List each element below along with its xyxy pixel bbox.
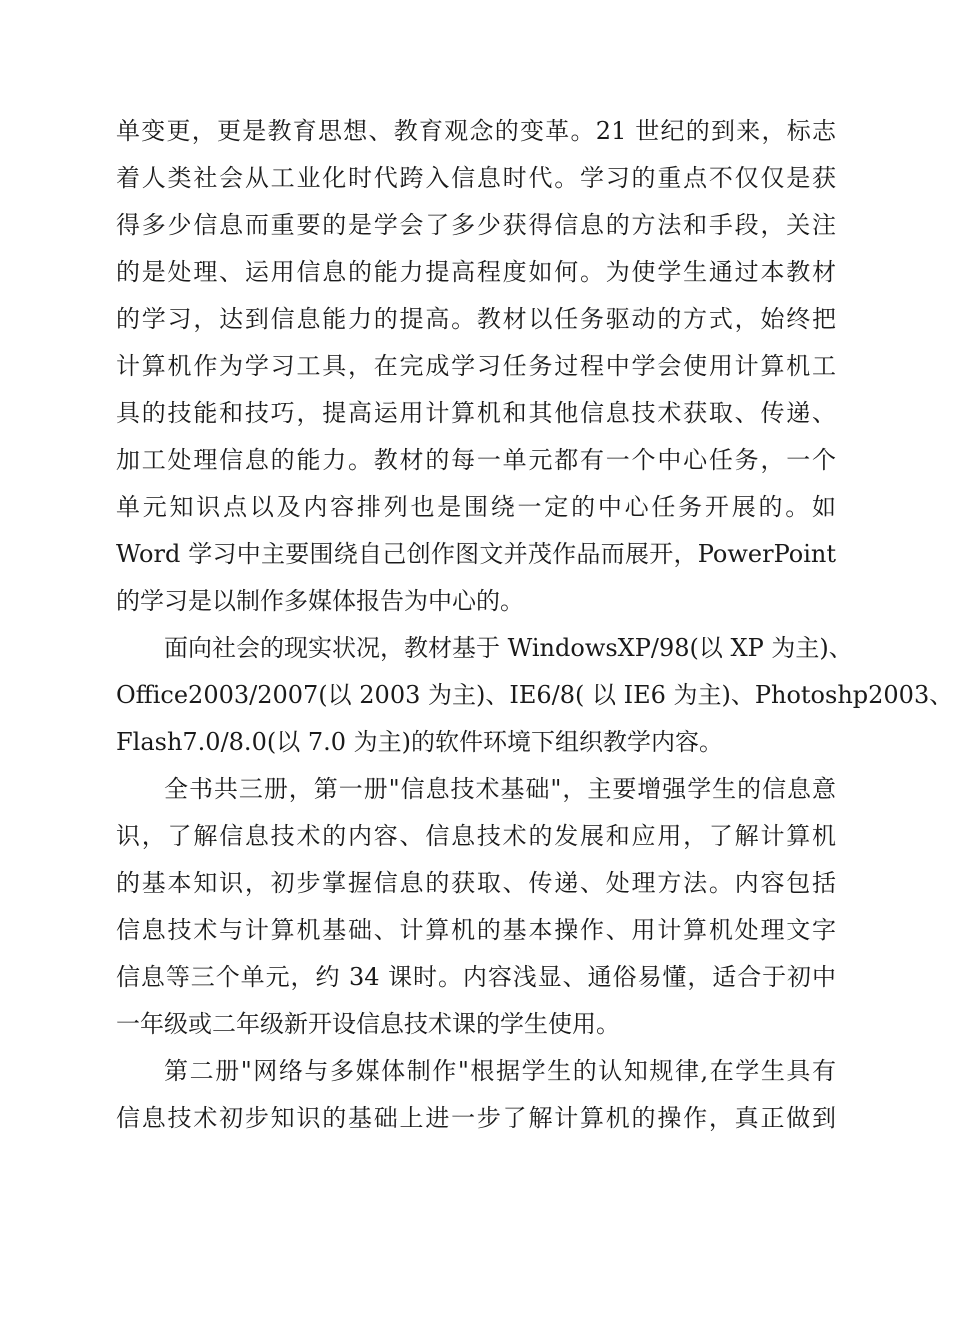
text-line: 面向社会的现实状况，教材基于 WindowsXP/98(以 XP 为主)、 (164, 634, 853, 662)
text-line: 的是处理、运用信息的能力提高程度如何。为使学生通过本教材 (116, 258, 836, 286)
text-line: 全书共三册，第一册"信息技术基础"，主要增强学生的信息意 (164, 775, 836, 803)
text-line: 一年级或二年级新开设信息技术课的学生使用。 (116, 1010, 620, 1038)
text-line: Flash7.0/8.0(以 7.0 为主)的软件环境下组织教学内容。 (116, 728, 723, 756)
paragraph-4 (116, 1048, 836, 1142)
paragraph-2 (116, 625, 953, 766)
paragraph-3 (116, 766, 836, 1048)
text-line: 的学习，达到信息能力的提高。教材以任务驱动的方式，始终把 (116, 305, 836, 333)
text-line: 识，了解信息技术的内容、信息技术的发展和应用，了解计算机 (116, 822, 836, 850)
text-line: 单元知识点以及内容排列也是围绕一定的中心任务开展的。如 (116, 493, 836, 521)
text-line: Office2003/2007(以 2003 为主)、IE6/8( 以 IE6 为主)、Photoshp2003、 (116, 681, 953, 709)
text-line: 单变更，更是教育思想、教育观念的变革。21 世纪的到来，标志 (116, 117, 836, 145)
text-line: 具的技能和技巧，提高运用计算机和其他信息技术获取、传递、 (116, 399, 836, 427)
text-line: 的基本知识，初步掌握信息的获取、传递、处理方法。内容包括 (116, 869, 836, 897)
text-line: 信息技术与计算机基础、计算机的基本操作、用计算机处理文字 (116, 916, 836, 944)
text-line: 信息技术初步知识的基础上进一步了解计算机的操作，真正做到 (116, 1104, 836, 1132)
text-line: 信息等三个单元，约 34 课时。内容浅显、通俗易懂，适合于初中 (116, 963, 836, 991)
paragraph-1 (116, 108, 836, 625)
text-line: 的学习是以制作多媒体报告为中心的。 (116, 587, 524, 615)
text-line: 着人类社会从工业化时代跨入信息时代。学习的重点不仅仅是获 (116, 164, 836, 192)
text-line: 计算机作为学习工具，在完成学习任务过程中学会使用计算机工 (116, 352, 836, 380)
text-line: Word 学习中主要围绕自己创作图文并茂作品而展开，PowerPoint (116, 540, 836, 568)
text-line: 第二册"网络与多媒体制作"根据学生的认知规律,在学生具有 (164, 1057, 836, 1085)
text-line: 加工处理信息的能力。教材的每一单元都有一个中心任务，一个 (116, 446, 836, 474)
text-line: 得多少信息而重要的是学会了多少获得信息的方法和手段，关注 (116, 211, 836, 239)
document-page (116, 108, 953, 1142)
